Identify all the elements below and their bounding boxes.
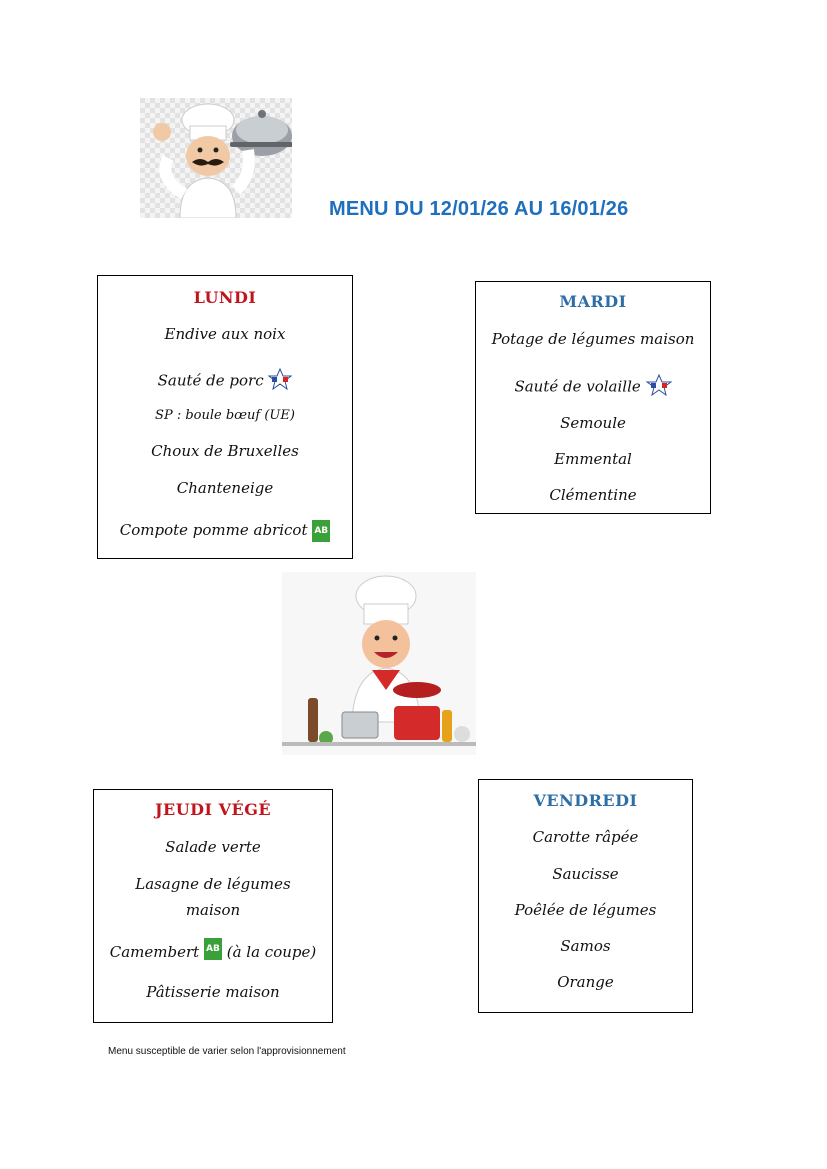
footnote: Menu susceptible de varier selon l'approvisionnement [108,1046,346,1057]
menu-item-note: (à la coupe) [226,943,317,961]
menu-item: Potage de légumes maison [491,330,695,348]
menu-item: maison [185,901,241,919]
chef-cloche-illustration [140,98,292,218]
menu-item: Samos [560,937,611,955]
agriculture-bio-icon: AB [312,520,330,542]
menu-title: MENU DU 12/01/26 AU 16/01/26 [329,198,629,220]
menu-item-label: Sauté de volaille [514,377,641,396]
day-box-vendredi [478,779,693,1013]
menu-item-with-badge [476,374,710,401]
menu-item: Orange [557,973,614,991]
menu-item-with-badge [98,368,352,395]
menu-item: Poêlée de légumes [514,901,657,919]
menu-item-with-badge [98,520,352,542]
agriculture-bio-icon: AB [204,938,222,960]
menu-item: Carotte râpée [532,828,639,846]
viande-francaise-icon [646,374,672,401]
menu-item-label: Camembert [109,943,200,961]
menu-item: Semoule [560,414,626,432]
menu-item: Chanteneige [176,479,274,497]
viande-francaise-icon [268,368,292,395]
menu-item: Choux de Bruxelles [151,442,299,460]
day-title-lundi: LUNDI [193,288,257,307]
cook-with-pots-illustration [282,572,476,755]
day-title-jeudi: JEUDI VÉGÉ [154,800,272,819]
day-box-lundi [97,275,353,559]
menu-item: Endive aux noix [164,325,286,343]
menu-item: Saucisse [552,865,619,883]
menu-item-label: Compote pomme abricot [119,521,308,539]
day-title-mardi: MARDI [559,292,627,311]
menu-item: Clémentine [549,486,637,504]
menu-item-with-badge [94,942,332,962]
menu-item: Lasagne de légumes [135,875,291,893]
day-box-mardi [475,281,711,514]
menu-item-label: Sauté de porc [157,371,264,390]
day-box-jeudi [93,789,333,1023]
day-title-vendredi: VENDREDI [533,791,638,810]
menu-item: SP : boule bœuf (UE) [155,408,295,423]
menu-item: Emmental [554,450,632,468]
menu-item: Salade verte [165,838,261,856]
menu-item: Pâtisserie maison [146,983,280,1001]
